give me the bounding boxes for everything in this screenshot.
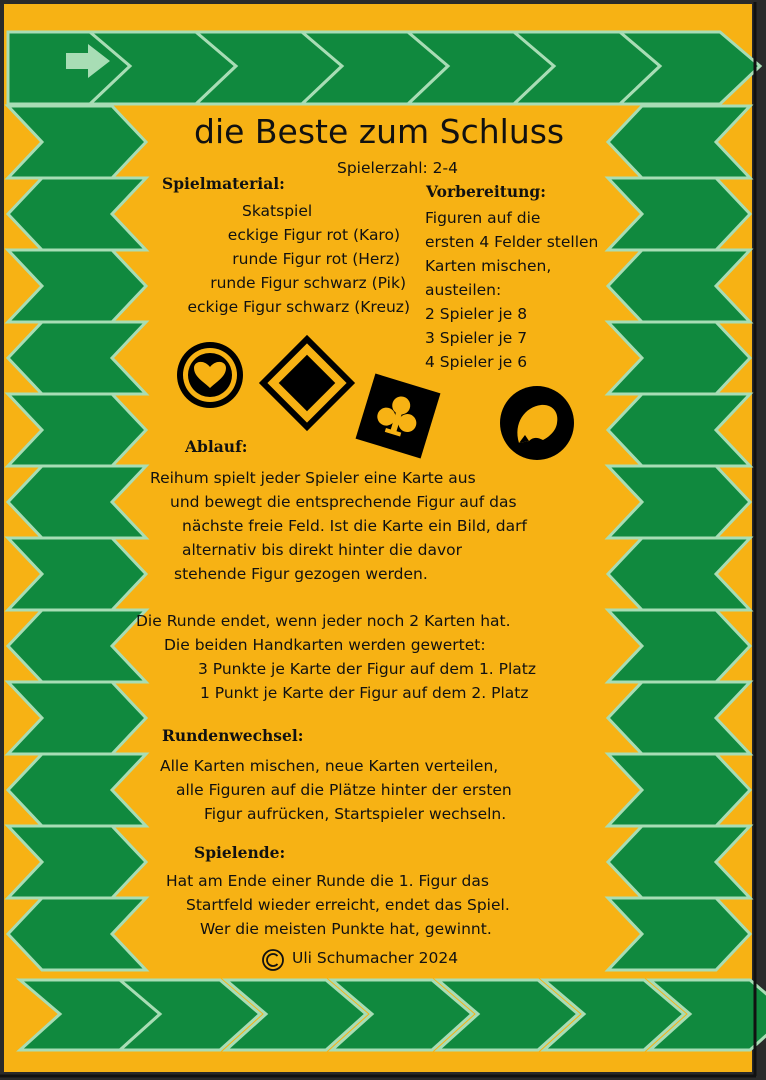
preparation-line: 3 Spieler je 7 [425,329,528,347]
game-end-line: Startfeld wieder erreicht, endet das Spiel. [186,896,510,914]
round-end-line: Die Runde endet, wenn jeder noch 2 Karten hat. [136,612,511,630]
procedure-line: Reihum spielt jeder Spieler eine Karte aus [150,469,476,487]
game-end-text [166,869,510,941]
preparation-heading: Vorbereitung: [426,182,546,201]
spade-icon [500,386,574,460]
round-change-text [160,754,512,826]
material-list [110,199,410,319]
game-end-line: Hat am Ende einer Runde die 1. Figur das [166,872,489,890]
material-item: runde Figur rot (Herz) [232,250,400,268]
preparation-list [425,206,598,374]
material-item: eckige Figur schwarz (Kreuz) [187,298,410,316]
procedure-line: alternativ bis direkt hinter die davor [182,541,463,559]
material-item: runde Figur schwarz (Pik) [210,274,406,292]
round-end-line: 3 Punkte je Karte der Figur auf dem 1. Platz [198,660,537,678]
game-title: die Beste zum Schluss [194,112,565,151]
procedure-line: und bewegt die entsprechende Figur auf das [170,493,517,511]
player-count: Spielerzahl: 2-4 [337,159,458,177]
game-end-heading: Spielende: [194,843,286,862]
procedure-line: stehende Figur gezogen werden. [174,565,428,583]
procedure-text [150,466,527,586]
round-end-line: Die beiden Handkarten werden gewertet: [164,636,486,654]
material-item: eckige Figur rot (Karo) [227,226,400,244]
material-heading: Spielmaterial: [162,174,285,193]
material-item: Skatspiel [242,202,313,220]
round-end-text [136,609,536,705]
preparation-line: Figuren auf die [425,209,541,227]
preparation-line: ersten 4 Felder stellen [425,233,599,251]
round-change-line: Alle Karten mischen, neue Karten verteilen, [160,757,499,775]
round-change-heading: Rundenwechsel: [162,726,304,745]
preparation-line: austeilen: [425,281,502,299]
copyright-text: Uli Schumacher 2024 [292,949,459,967]
procedure-line: nächste freie Feld. Ist die Karte ein Bild, darf [182,517,527,535]
procedure-heading: Ablauf: [185,437,248,456]
preparation-line: Karten mischen, [425,257,552,275]
heart-icon [177,342,243,408]
game-end-line: Wer die meisten Punkte hat, gewinnt. [200,920,492,938]
round-end-line: 1 Punkt je Karte der Figur auf dem 2. Platz [200,684,529,702]
round-change-line: Figur aufrücken, Startspieler wechseln. [204,805,507,823]
preparation-line: 2 Spieler je 8 [425,305,528,323]
preparation-line: 4 Spieler je 6 [425,353,528,371]
round-change-line: alle Figuren auf die Plätze hinter der ersten [176,781,512,799]
